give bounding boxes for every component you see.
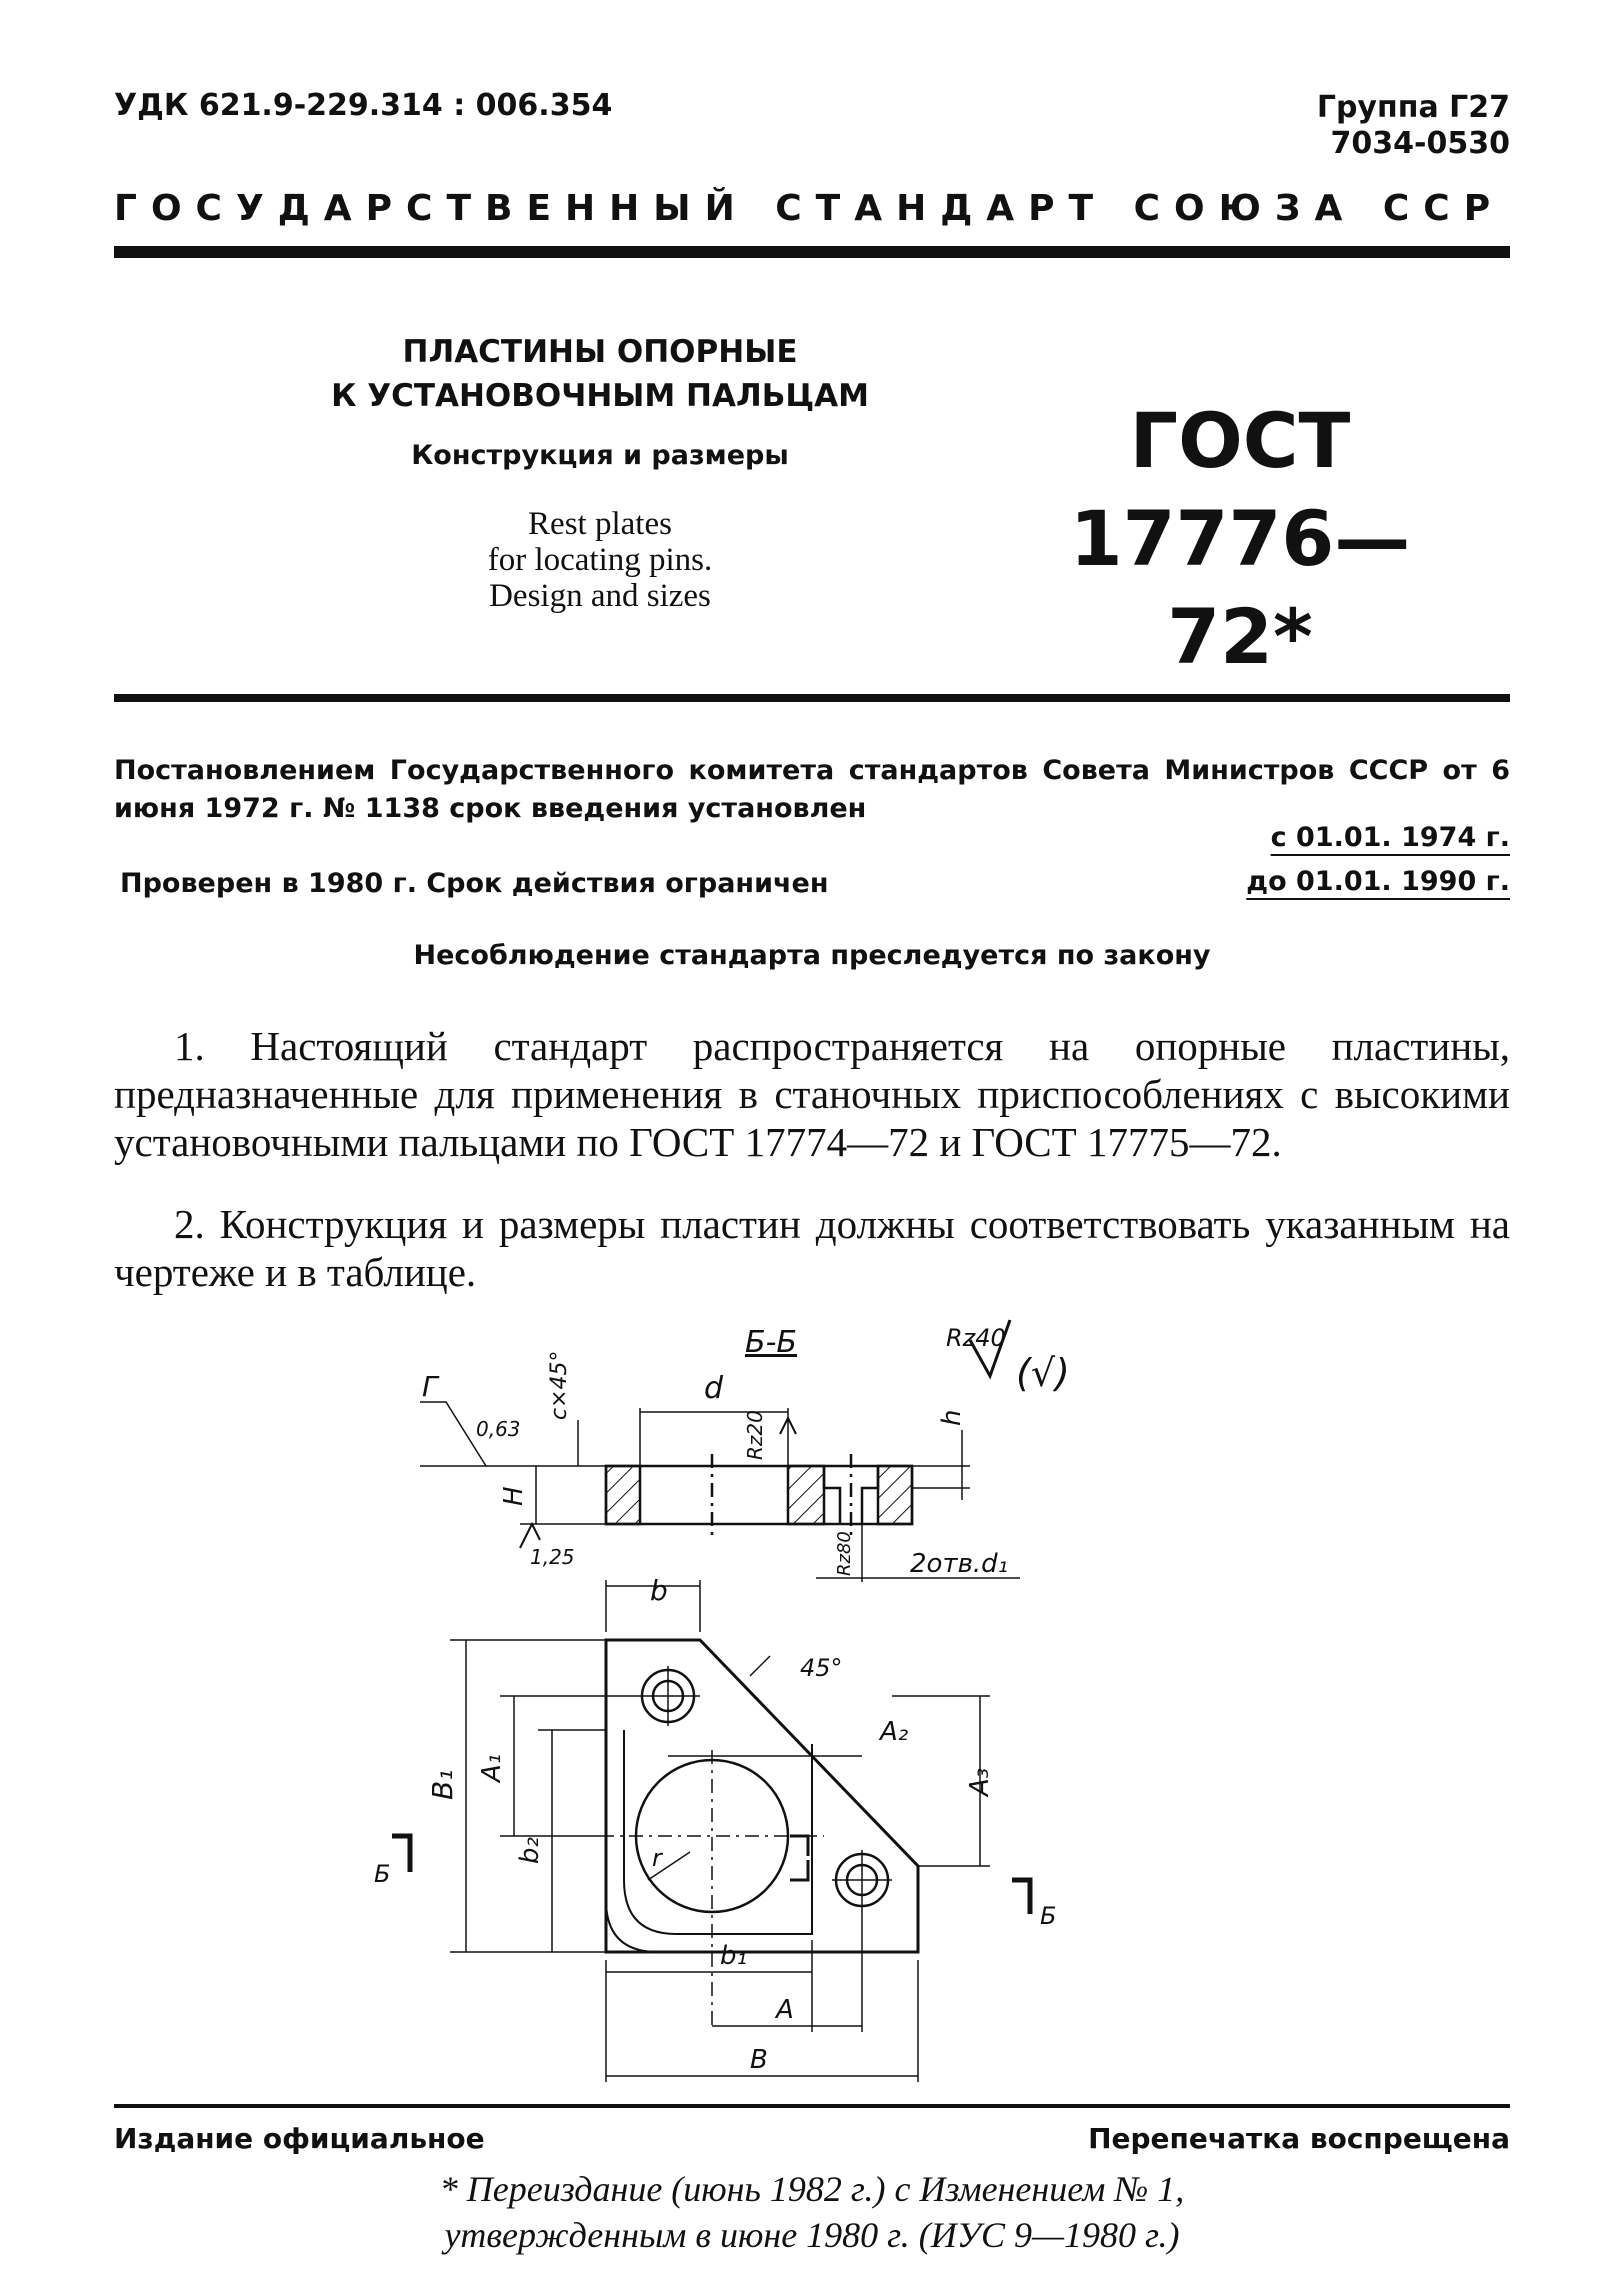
checked-note: Проверен в 1980 г. Срок действия ограничен bbox=[120, 868, 829, 899]
label-45: 45° bbox=[800, 1654, 843, 1682]
title-en-line1: Rest plates bbox=[528, 506, 672, 542]
header-rule bbox=[114, 246, 1510, 258]
title-ru-line2: К УСТАНОВОЧНЫМ ПАЛЬЦАМ bbox=[331, 378, 869, 414]
label-holes: 2отв.d₁ bbox=[910, 1549, 1009, 1579]
section-hatch-right bbox=[878, 1466, 912, 1524]
label-125: 1,25 bbox=[530, 1545, 575, 1569]
label-H: H bbox=[499, 1486, 529, 1506]
date-to: до 01.01. 1990 г. bbox=[1246, 866, 1510, 897]
label-rz80: Rz80 bbox=[834, 1531, 855, 1576]
title-ru bbox=[320, 330, 880, 418]
gost-designation bbox=[1040, 392, 1440, 686]
label-B1: B₁ bbox=[426, 1769, 459, 1800]
okp-code: 7034-0530 bbox=[1330, 126, 1510, 161]
cut-mark-left bbox=[392, 1836, 410, 1872]
official-edition: Издание официальное bbox=[114, 2122, 485, 2155]
title-en bbox=[320, 506, 880, 614]
state-standard-heading: ГОСУДАРСТВЕННЫЙ СТАНДАРТ СОЮЗА ССР bbox=[114, 188, 1505, 229]
label-g: Г bbox=[422, 1370, 438, 1403]
date-from: с 01.01. 1974 г. bbox=[1270, 822, 1510, 853]
title-ru-line1: ПЛАСТИНЫ ОПОРНЫЕ bbox=[402, 334, 798, 370]
label-rz20: Rz20 bbox=[743, 1410, 767, 1460]
label-cut-left: Б bbox=[374, 1860, 391, 1888]
footer-rule bbox=[114, 2104, 1510, 2108]
decree-text: Постановлением Государственного комитета стандартов Совета Министров СССР от 6 июня 1972 г. № 1138 срок введения установлен bbox=[114, 755, 1510, 824]
label-A1: A₁ bbox=[477, 1753, 507, 1782]
gost-label: ГОСТ bbox=[1129, 396, 1351, 485]
title-ru-subtitle: Конструкция и размеры bbox=[411, 440, 789, 471]
label-B: B bbox=[750, 2045, 768, 2075]
label-d: d bbox=[704, 1371, 724, 1406]
label-cx45: c×45° bbox=[547, 1350, 572, 1420]
label-h: h bbox=[937, 1409, 967, 1426]
section-hatch-left bbox=[606, 1466, 640, 1524]
cut-mark-right bbox=[1012, 1880, 1030, 1914]
plan-view bbox=[392, 1580, 1030, 2082]
roughness-paren: (√) bbox=[1016, 1351, 1070, 1395]
label-b: b bbox=[650, 1574, 668, 1607]
title-en-line2: for locating pins. bbox=[487, 542, 713, 578]
paragraph-2: 2. Конструкция и размеры пластин должны соответствовать указанным на чертеже и в таблице. bbox=[114, 1201, 1510, 1295]
section-body bbox=[606, 1466, 912, 1524]
reprint-prohibited: Перепечатка воспрещена bbox=[1088, 2122, 1510, 2155]
reissue-note bbox=[114, 2166, 1510, 2258]
title-en-line3: Design and sizes bbox=[489, 578, 711, 614]
roughness-rz40-label: Rz40 bbox=[946, 1324, 1006, 1352]
chamfer-leader bbox=[750, 1656, 770, 1676]
section-view bbox=[420, 1320, 1020, 1582]
label-A: A bbox=[776, 1995, 794, 2025]
label-063: 0,63 bbox=[476, 1417, 521, 1441]
label-cut-right: Б bbox=[1040, 1902, 1057, 1930]
label-A3: A₃ bbox=[965, 1767, 995, 1796]
group-label: Группа Г27 bbox=[1316, 90, 1510, 125]
law-notice: Несоблюдение стандарта преследуется по закону bbox=[413, 940, 1211, 971]
label-r: r bbox=[652, 1844, 662, 1872]
udk-code: УДК 621.9-229.314 : 006.354 bbox=[114, 88, 613, 123]
label-A2: A₂ bbox=[880, 1717, 909, 1747]
section-hatch-mid bbox=[788, 1466, 824, 1524]
reissue-line1: * Переиздание (июнь 1982 г.) с Изменением № 1, bbox=[439, 2169, 1185, 2209]
technical-drawing bbox=[0, 1300, 1618, 2090]
reissue-line2: утвержденным в июне 1980 г. (ИУС 9—1980 г.) bbox=[444, 2215, 1180, 2255]
paragraph-1: 1. Настоящий стандарт распространяется на опорные пластины, предназначенные для применения в станочных приспособлениях с высокими установочными пальцами по ГОСТ 17774—72 и ГОСТ 17775—72. bbox=[114, 1023, 1510, 1165]
label-b2: b₂ bbox=[515, 1837, 545, 1864]
section-label: Б-Б bbox=[745, 1325, 797, 1360]
title-rule bbox=[114, 694, 1510, 702]
group-code bbox=[1317, 90, 1510, 162]
label-b1: b₁ bbox=[720, 1941, 747, 1971]
gost-number: 17776—72* bbox=[1069, 494, 1411, 681]
